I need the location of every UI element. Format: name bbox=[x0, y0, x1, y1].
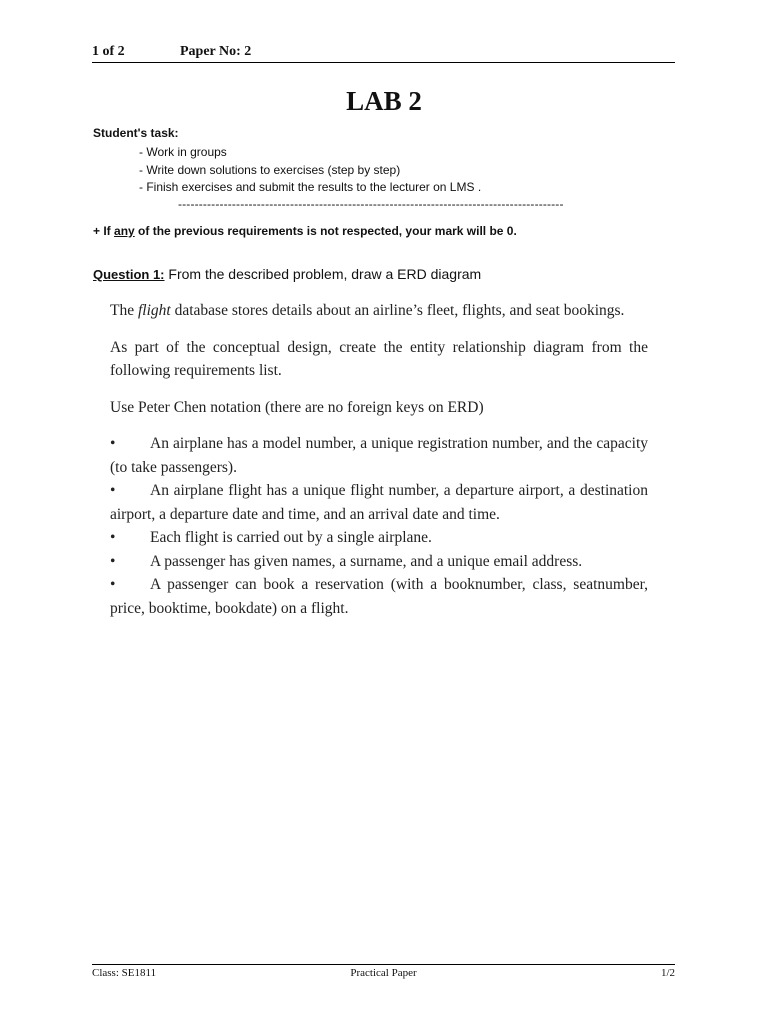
task-item: - Write down solutions to exercises (step by step) bbox=[139, 162, 401, 177]
requirement-text: Each flight is carried out by a single airplane. bbox=[150, 529, 432, 546]
requirement-text: A passenger can book a reservation (with a booknumber, class, seatnumber, price, booktime, bookdate) on a flight. bbox=[110, 576, 648, 617]
question-text: From the described problem, draw a ERD diagram bbox=[164, 266, 482, 282]
requirement-item bbox=[110, 526, 648, 550]
intro-paragraph bbox=[110, 299, 648, 323]
page-header bbox=[92, 44, 675, 63]
bullet-symbol: • bbox=[110, 576, 116, 593]
task-item: - Work in groups bbox=[139, 145, 227, 159]
requirement-text: An airplane has a model number, a unique registration number, and the capacity (to take passengers). bbox=[110, 435, 648, 476]
requirement-item bbox=[110, 479, 648, 526]
warning-pre: + If bbox=[93, 224, 115, 238]
design-paragraph: As part of the conceptual design, create the entity relationship diagram from the following requirements list. bbox=[110, 338, 648, 379]
page-footer bbox=[92, 964, 675, 983]
requirement-item bbox=[110, 432, 648, 479]
page-counter: 1 of 2 bbox=[92, 44, 125, 59]
bullet-symbol: • bbox=[110, 482, 116, 499]
requirement-text: A passenger has given names, a surname, and a unique email address. bbox=[150, 552, 583, 570]
intro-pre: The bbox=[110, 302, 138, 319]
bullet-symbol: • bbox=[110, 529, 116, 546]
footer-title: Practical Paper bbox=[350, 967, 417, 979]
notation-paragraph: Use Peter Chen notation (there are no foreign keys on ERD) bbox=[110, 398, 484, 416]
bullet-symbol: • bbox=[110, 435, 116, 452]
page-title: LAB 2 bbox=[346, 86, 422, 116]
intro-post: database stores details about an airline’s fleet, flights, and seat bookings. bbox=[170, 302, 625, 319]
requirement-text: An airplane flight has a unique flight number, a departure airport, a destination airport, a departure date and time, and an arrival date and time. bbox=[110, 482, 648, 523]
question-1 bbox=[93, 266, 481, 282]
requirement-item bbox=[110, 550, 648, 574]
question-label: Question 1: bbox=[93, 267, 165, 282]
bullet-symbol: • bbox=[110, 552, 116, 570]
warning-note bbox=[93, 224, 517, 238]
task-heading: Student's task: bbox=[93, 126, 179, 140]
separator-line: --------------------------------------------------------------------------------------------- bbox=[178, 197, 564, 211]
warning-post: of the previous requirements is not respected, your mark will be 0. bbox=[134, 224, 517, 238]
problem-description bbox=[110, 299, 648, 620]
warning-emphasis: any bbox=[114, 224, 135, 238]
task-list bbox=[139, 144, 481, 197]
footer-page: 1/2 bbox=[660, 967, 675, 979]
paper-number: Paper No: 2 bbox=[180, 44, 252, 59]
requirement-item bbox=[110, 573, 648, 620]
intro-emphasis: flight bbox=[137, 302, 171, 319]
footer-class: Class: SE1811 bbox=[92, 967, 157, 979]
task-item: - Finish exercises and submit the results to the lecturer on LMS . bbox=[139, 180, 482, 194]
